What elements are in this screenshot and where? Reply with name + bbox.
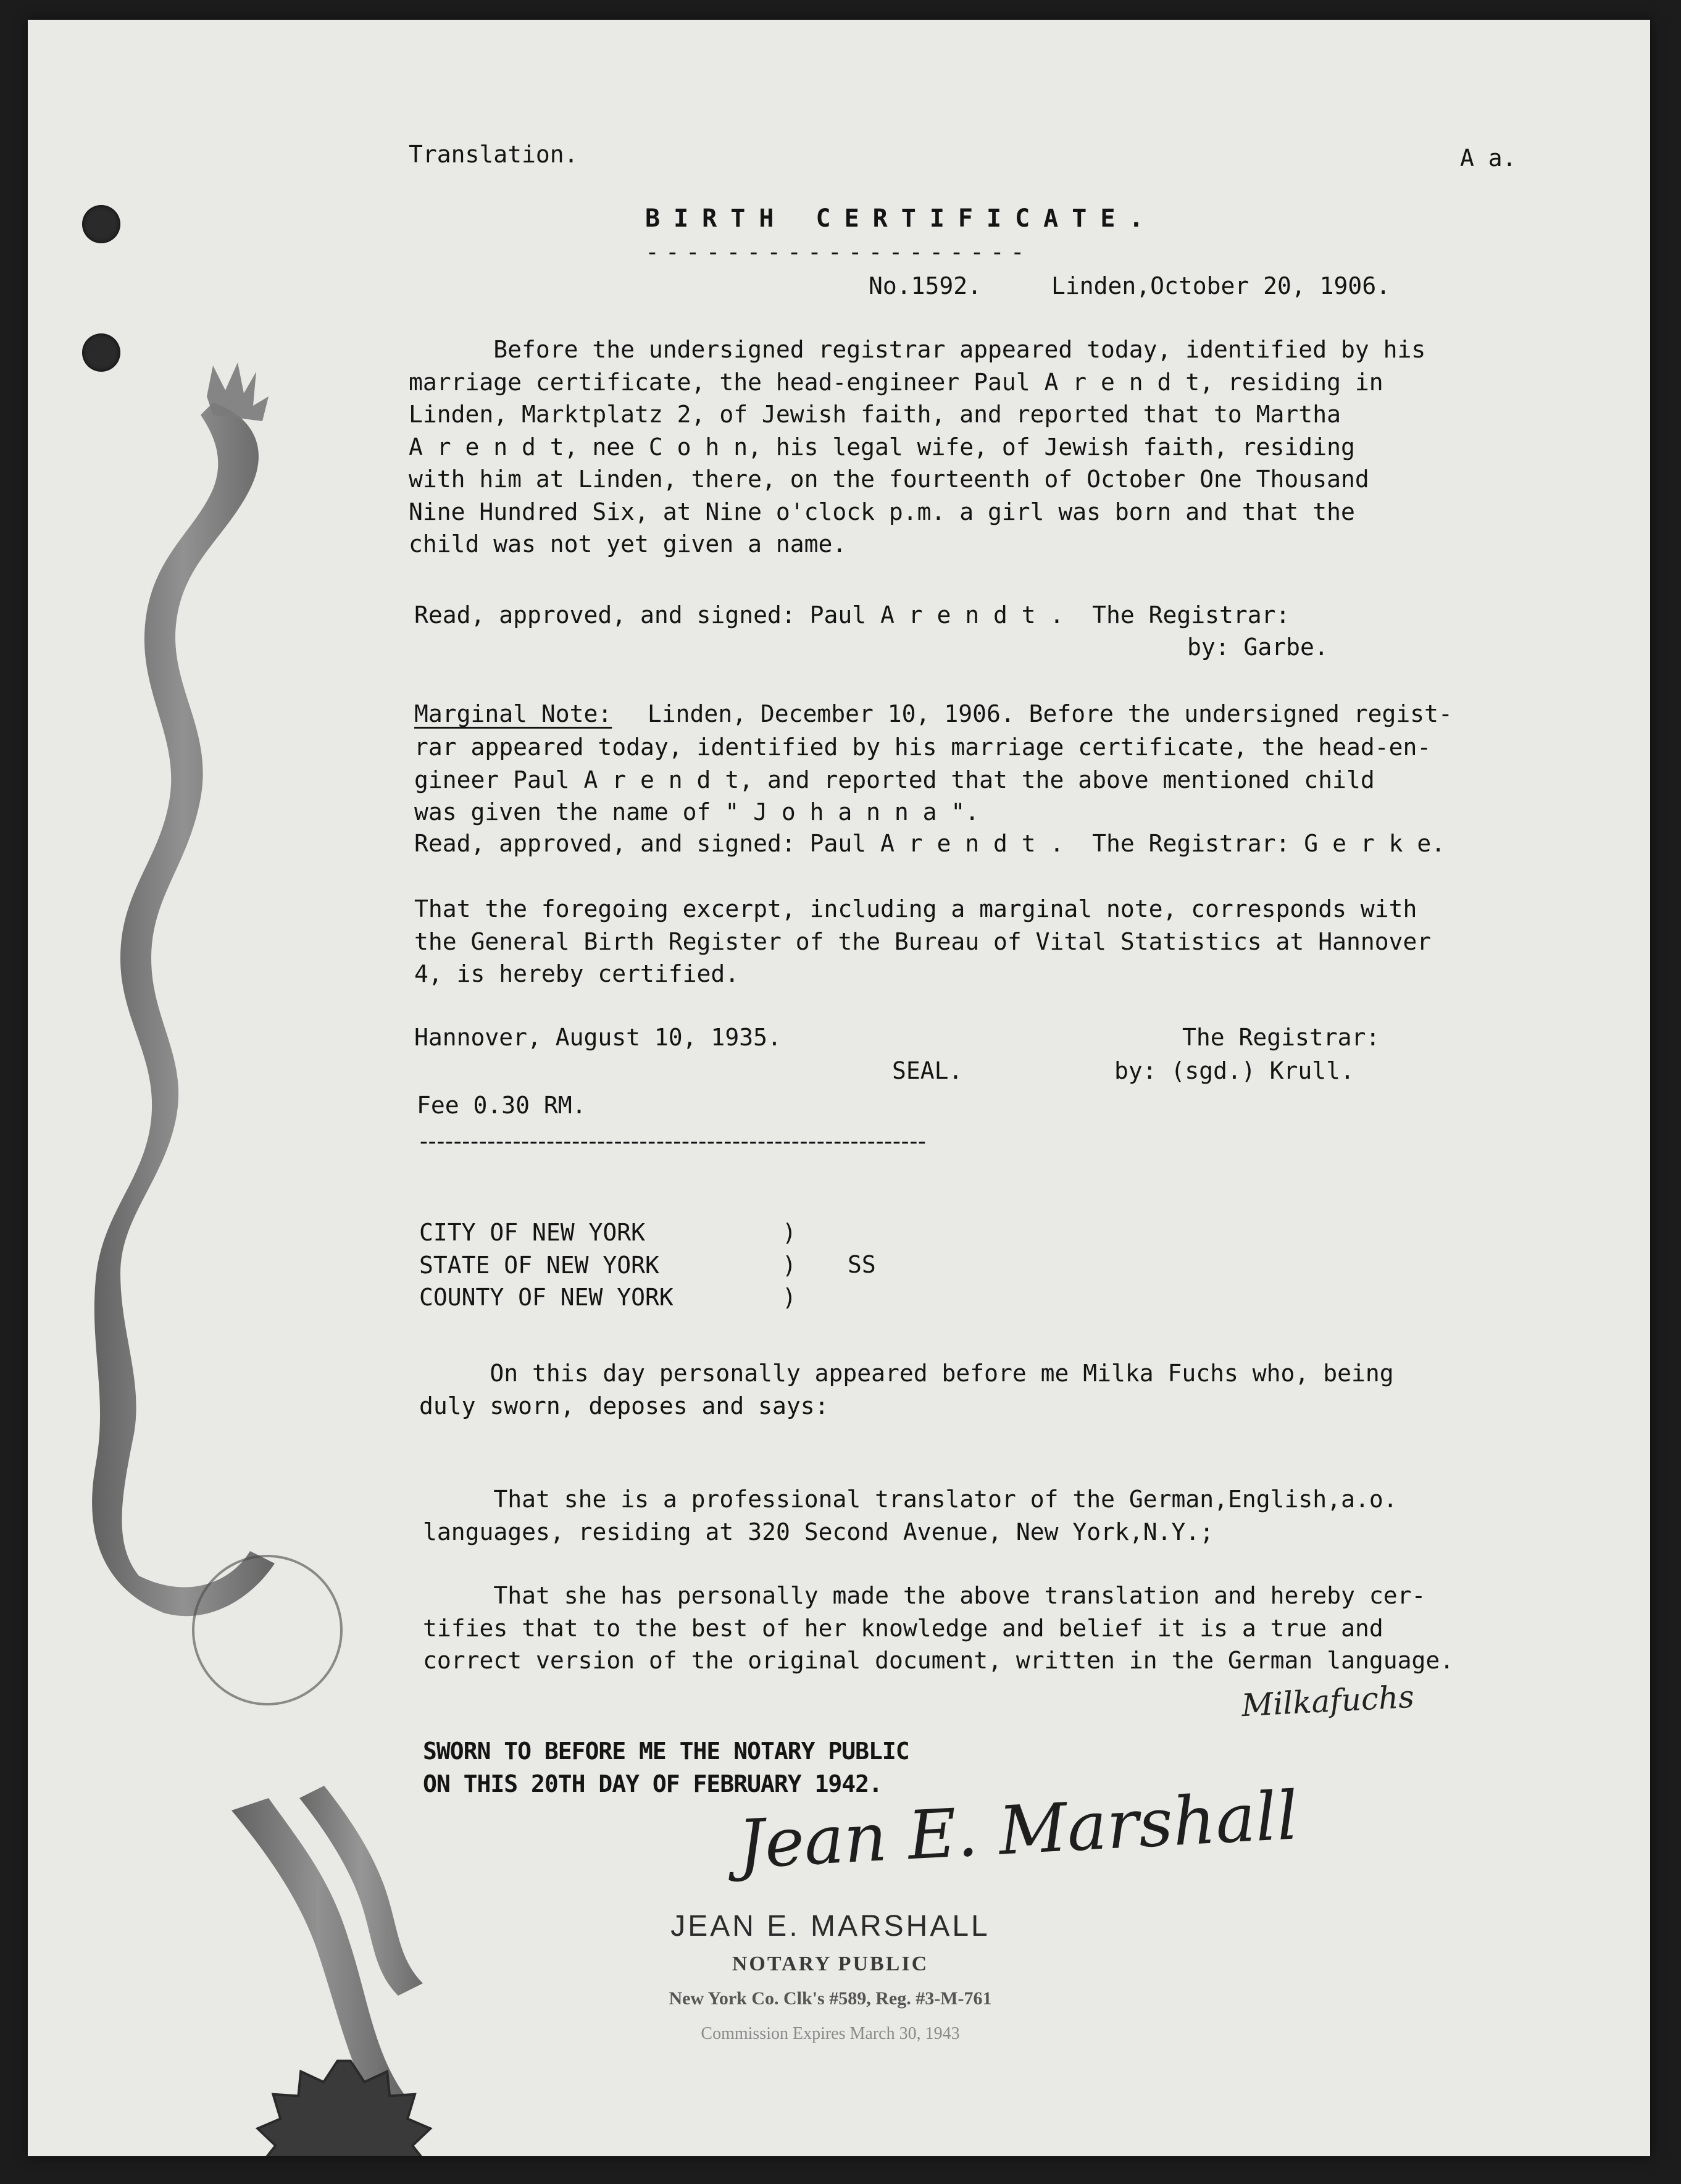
stamp-name: JEAN E. MARSHALL [670,1910,990,1943]
affidavit-appearance-line: On this day personally appeared before me Milka Fuchs who, being [419,1360,1394,1387]
seal-inner-ring-icon [193,1556,341,1704]
sworn-line: ON THIS 20TH DAY OF FEBRUARY 1942. [423,1770,882,1797]
affidavit-translator-line: languages, residing at 320 Second Avenue, New York,N.Y.; [423,1518,1214,1546]
excerpt-line: 4, is hereby certified. [414,960,740,987]
venue-line: COUNTY OF NEW YORK [419,1284,674,1311]
notary-seal-icon [257,2061,430,2156]
birth-record-line: A r e n d t, nee C o h n, his legal wife, of Jewish faith, residing [409,433,1355,461]
registrar-krull: by: (sgd.) Krull. [1114,1057,1354,1084]
marginal-read-approved-line: Read, approved, and signed: Paul A r e n d t . The Registrar: G e r k e. [414,830,1446,857]
read-approved-line: Read, approved, and signed: Paul A r e n d t . The Registrar: [414,601,1290,629]
birth-record-line: Before the undersigned registrar appeared today, identified by his [409,336,1426,363]
registrar-label: The Registrar: [1182,1024,1380,1051]
birth-record-line: child was not yet given a name. [409,530,847,558]
venue-bracket-line: ) [782,1219,796,1246]
sworn-line: SWORN TO BEFORE ME THE NOTARY PUBLIC [423,1738,909,1765]
hannover-date: Hannover, August 10, 1935. [414,1024,782,1051]
stamp-title: NOTARY PUBLIC [732,1952,929,1975]
birth-record-line: Nine Hundred Six, at Nine o'clock p.m. a girl was born and that the [409,498,1355,525]
marginal-note-line: was given the name of " J o h a n n a ". [414,798,980,826]
venue-bracket-line: ) [782,1284,796,1311]
marginal-note-first-line: Linden, December 10, 1906. Before the undersigned regist- [633,700,1453,727]
document-title: BIRTH CERTIFICATE. [645,204,1158,233]
document-page [28,20,1650,2156]
marginal-note-line: gineer Paul A r e n d t, and reported that the above mentioned child [414,766,1375,793]
seal-text: SEAL. [892,1057,963,1084]
fee: Fee 0.30 RM. [417,1092,586,1119]
affidavit-certify-line: correct version of the original document, written in the German language. [423,1647,1454,1674]
title-rule: ------------------- [645,238,1031,266]
marginal-note-line: rar appeared today, identified by his marriage certificate, the head-en- [414,734,1432,761]
affidavit-appearance [419,1357,1394,1422]
file-mark: A a. [1460,144,1517,172]
venue-bracket-line: ) [782,1251,796,1279]
venue-line: CITY OF NEW YORK [419,1219,646,1246]
excerpt-line: That the foregoing excerpt, including a marginal note, corresponds with [414,895,1417,923]
marginal-note-label: Marginal Note: [414,700,612,727]
translation-label: Translation. [409,141,578,168]
stamp-registration: New York Co. Clk's #589, Reg. #3-M-761 [669,1988,992,2009]
affidavit-appearance-line: duly sworn, deposes and says: [419,1392,829,1420]
notary-signature: Jean E. Marshall [736,1777,1300,1884]
translator-signature: Milkafuchs [1240,1678,1416,1724]
certificate-number: No.1592. [869,272,982,299]
affidavit-certify-line: That she has personally made the above translation and hereby cer- [423,1582,1426,1609]
venue-block [419,1216,674,1314]
certificate-place-date: Linden,October 20, 1906. [1051,272,1391,299]
ribbon-icon [92,403,275,1616]
venue-brackets [782,1216,796,1314]
birth-record-line: marriage certificate, the head-engineer Paul A r e n d t, residing in [409,368,1383,396]
birth-record-paragraph [409,333,1425,561]
venue-ss: SS [848,1251,876,1278]
excerpt-certification [414,893,1431,990]
affidavit-translator [423,1483,1398,1548]
affidavit-translator-line: That she is a professional translator of the German,English,a.o. [423,1486,1398,1513]
affidavit-certify-line: tifies that to the best of her knowledge and belief it is a true and [423,1614,1383,1642]
birth-record-line: with him at Linden, there, on the fourteenth of October One Thousand [409,466,1369,493]
birth-record-line: Linden, Marktplatz 2, of Jewish faith, and reported that to Martha [409,401,1341,428]
stamp-expiry: Commission Expires March 30, 1943 [701,2024,960,2043]
excerpt-line: the General Birth Register of the Bureau of Vital Statistics at Hannover [414,927,1432,955]
marginal-note-body [414,731,1431,829]
ribbon-fray-icon [207,362,269,421]
registrar-by-garbe: by: Garbe. [1187,634,1329,661]
affidavit-certification [423,1579,1454,1677]
venue-line: STATE OF NEW YORK [419,1251,659,1279]
sworn-block [423,1735,909,1800]
section-separator: ------------------------------------------------------------ [417,1128,924,1155]
